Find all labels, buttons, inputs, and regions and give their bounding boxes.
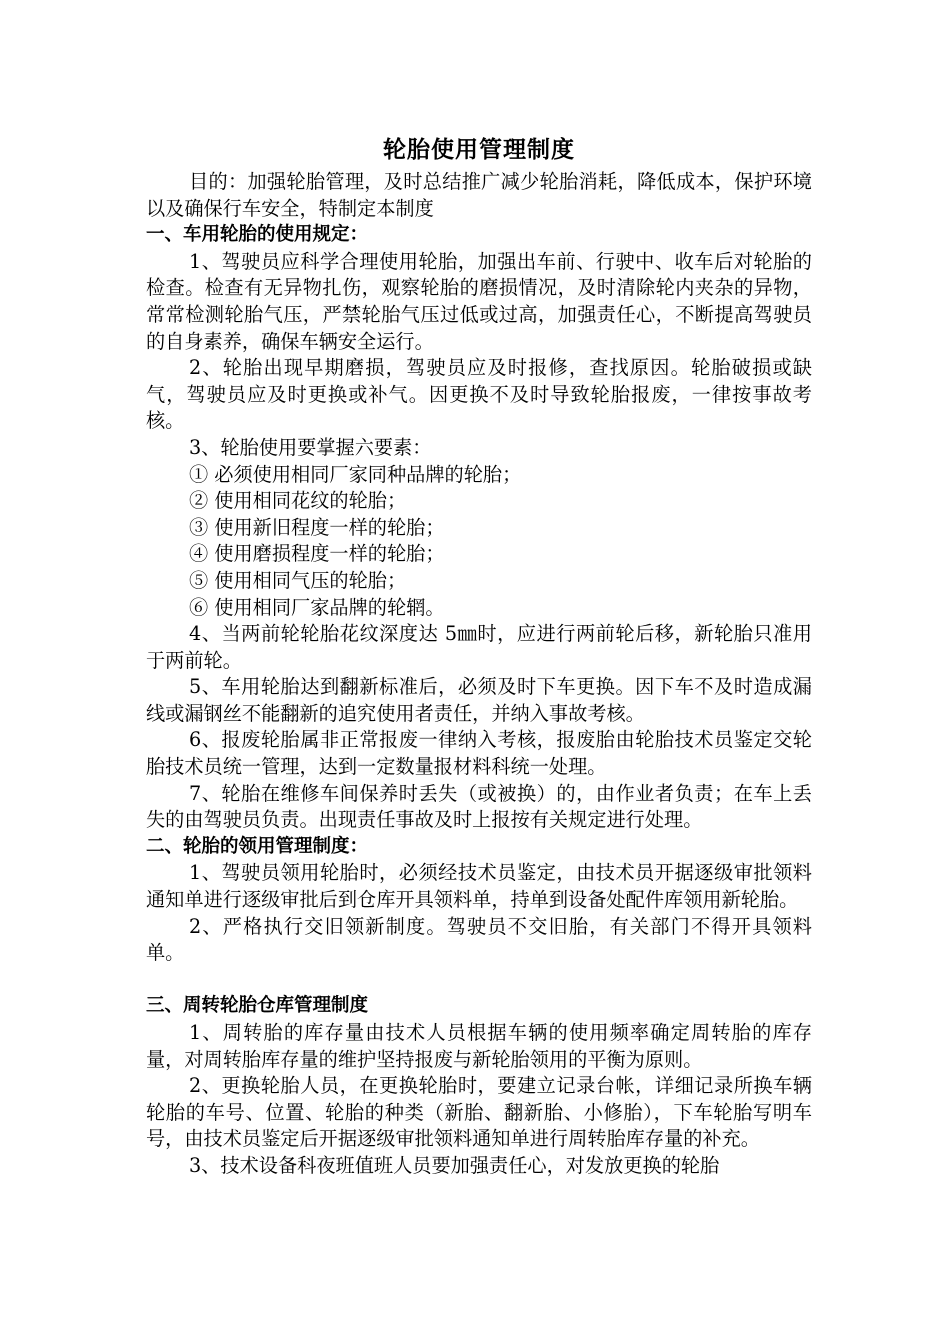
element-item-2: ② 使用相同花纹的轮胎； — [189, 489, 407, 513]
section1-heading: 一、车用轮胎的使用规定： — [146, 224, 369, 246]
section1-item-3: 3、轮胎使用要掌握六要素： — [189, 435, 432, 459]
document-title: 轮胎使用管理制度 — [383, 137, 575, 163]
element-item-6: ⑥ 使用相同厂家品牌的轮辋。 — [189, 595, 445, 619]
purpose-paragraph: 目的：加强轮胎管理，及时总结推广减少轮胎消耗，降低成本，保护环境以及确保行车安全，特制定本制度 — [146, 170, 812, 220]
section2-heading: 二、轮胎的领用管理制度： — [146, 835, 369, 857]
section1-item-2: 2、轮胎出现早期磨损，驾驶员应及时报修，查找原因。轮胎破损或缺气，驾驶员应及时更换或补气。因更换不及时导致轮胎报废，一律按事故考核。 — [146, 356, 812, 433]
section1-item-7: 7、轮胎在维修车间保养时丢失（或被换）的，由作业者负责；在车上丢失的由驾驶员负责。出现责任事故及时上报按有关规定进行处理。 — [146, 781, 812, 832]
blank-line — [146, 967, 812, 994]
element-item-1: ① 必须使用相同厂家同种品牌的轮胎； — [189, 462, 522, 486]
section1-item-5: 5、车用轮胎达到翻新标准后，必须及时下车更换。因下车不及时造成漏线或漏钢丝不能翻新的追究使用者责任，并纳入事故考核。 — [146, 675, 812, 725]
element-item-3: ③ 使用新旧程度一样的轮胎； — [189, 515, 445, 539]
section1-item-1: 1、驾驶员应科学合理使用轮胎，加强出车前、行驶中、收车后对轮胎的检查。检查有无异物扎伤，观察轮胎的磨损情况，及时清除轮内夹杂的异物，常常检测轮胎气压，严禁轮胎气压过低或过高，加强责任心，不断提高驾驶员的自身素养，确保车辆安全运行。 — [146, 249, 812, 353]
section1-item-4: 4、当两前轮轮胎花纹深度达 5㎜时，应进行两前轮后移，新轮胎只准用于两前轮。 — [146, 622, 812, 672]
section3-item-3: 3、技术设备科夜班值班人员要加强责任心，对发放更换的轮胎 — [189, 1153, 720, 1177]
section1-item-6: 6、报废轮胎属非正常报废一律纳入考核，报废胎由轮胎技术员鉴定交轮胎技术员统一管理，达到一定数量报材料科统一处理。 — [146, 728, 812, 779]
section3-item-2: 2、更换轮胎人员，在更换轮胎时，要建立记录台帐，详细记录所换车辆轮胎的车号、位置、轮胎的种类（新胎、翻新胎、小修胎），下车轮胎写明车号，由技术员鉴定后开据逐级审批领料通知单进行周转胎库存量的补充。 — [146, 1074, 812, 1151]
document-page — [146, 133, 812, 1180]
section2-item-2: 2、严格执行交旧领新制度。驾驶员不交旧胎，有关部门不得开具领料单。 — [146, 914, 812, 965]
element-item-5: ⑤ 使用相同气压的轮胎； — [189, 568, 407, 592]
section3-item-1: 1、周转胎的库存量由技术人员根据车辆的使用频率确定周转胎的库存量，对周转胎库存量的维护坚持报废与新轮胎领用的平衡为原则。 — [146, 1021, 812, 1071]
section2-item-1: 1、驾驶员领用轮胎时，必须经技术员鉴定，由技术员开据逐级审批领料通知单进行逐级审批后到仓库开具领料单，持单到设备处配件库领用新轮胎。 — [146, 861, 812, 912]
element-item-4: ④ 使用磨损程度一样的轮胎； — [189, 542, 445, 566]
section3-heading: 三、周转轮胎仓库管理制度 — [146, 995, 369, 1017]
